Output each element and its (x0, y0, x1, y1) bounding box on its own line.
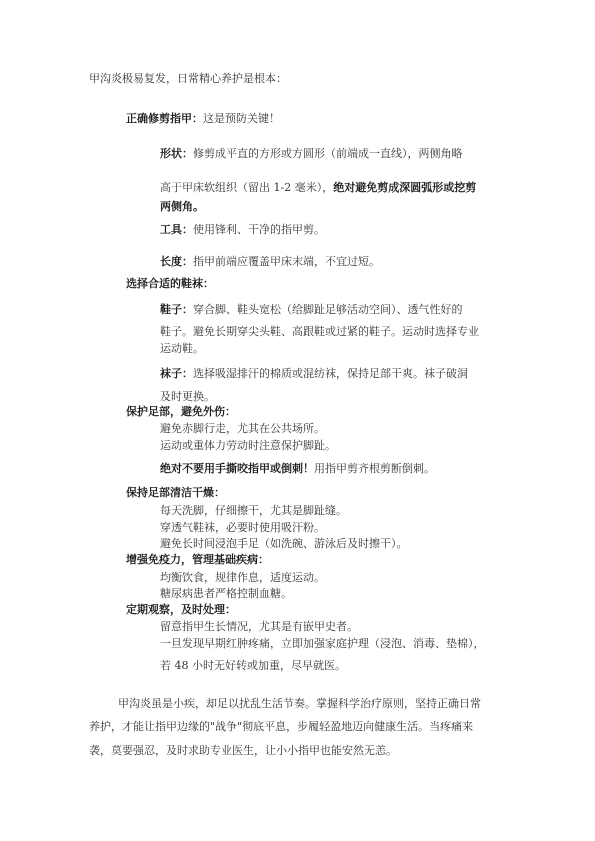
sock-label: 袜子： (160, 367, 193, 380)
tool-text: 使用锋利、干净的指甲剪。 (193, 223, 325, 236)
immune-line-1: 均衡饮食，规律作息，适度运动。 (160, 571, 325, 584)
protect-heading: 保护足部，避免外伤： (126, 405, 236, 418)
shoe-line-2: 鞋子。避免长期穿尖头鞋、高跟鞋或过紧的鞋子。运动时选择专业 (160, 325, 479, 338)
shoes-heading: 选择合适的鞋袜： (126, 277, 214, 290)
length-text: 指甲前端应覆盖甲床末端，不宜过短。 (193, 255, 380, 268)
conclusion-line-3: 袭，莫要强忍，及时求助专业医生，让小小指甲也能安然无恙。 (89, 744, 397, 757)
clean-line-3: 避免长时间浸泡手足（如洗碗、游泳后及时擦干）。 (160, 537, 408, 550)
sock-line-2: 及时更换。 (160, 390, 215, 403)
tool-label: 工具： (160, 223, 193, 236)
trim-heading-note: 这是预防关键！ (203, 112, 280, 125)
observe-line-1: 留意指甲生长情况，尤其是有嵌甲史者。 (160, 620, 358, 633)
shape-bold-2: 绝对避免剪成深圆弧形或挖剪 (333, 181, 477, 194)
shape-text-1: 修剪成平直的方形或方圆形（前端成一直线），两侧角略 (193, 147, 463, 160)
shape-label: 形状： (160, 147, 193, 160)
shape-line-2 (160, 181, 476, 195)
shape-line-1 (160, 147, 463, 161)
observe-line-2: 一旦发现早期红肿疼痛，立即加强家庭护理（浸泡、消毒、垫棉）， (160, 637, 485, 650)
immune-heading: 增强免疫力，管理基础疾病： (126, 553, 269, 566)
sock-line-1 (160, 367, 468, 381)
trim-heading: 正确修剪指甲： (126, 112, 203, 125)
trim-heading-line (126, 112, 280, 126)
shape-bold-3: 两侧角。 (160, 200, 204, 213)
protect-warning-text: 用指甲剪齐根剪断倒刺。 (314, 462, 435, 475)
shoe-label: 鞋子： (160, 303, 193, 316)
protect-line-1: 避免赤脚行走，尤其在公共场所。 (160, 422, 325, 435)
length-label: 长度： (160, 255, 193, 268)
clean-line-2: 穿透气鞋袜，必要时使用吸汗粉。 (160, 521, 325, 534)
tool-line (160, 223, 325, 237)
observe-line-3: 若 48 小时无好转或加重，尽早就医。 (160, 659, 346, 672)
shape-text-2: 高于甲床软组织（留出 1-2 毫米）， (160, 181, 334, 194)
clean-line-1: 每天洗脚，仔细擦干，尤其是脚趾缝。 (160, 504, 347, 517)
clean-heading: 保持足部清洁干燥： (126, 486, 225, 499)
shoe-text-1: 穿合脚、鞋头宽松（给脚趾足够活动空间）、透气性好的 (193, 303, 463, 316)
length-line (160, 255, 380, 269)
protect-warning-bold: 绝对不要用手撕咬指甲或倒刺！ (160, 462, 314, 475)
sock-text-1: 选择吸湿排汗的棉质或混纺袜，保持足部干爽。袜子破洞 (193, 367, 468, 380)
protect-line-2: 运动或重体力劳动时注意保护脚趾。 (160, 439, 336, 452)
shoe-line-3: 运动鞋。 (160, 342, 204, 355)
conclusion-line-1: 甲沟炎虽是小疾，却足以扰乱生活节奏。掌握科学治疗原则，坚持正确日常 (118, 697, 481, 710)
intro-paragraph: 甲沟炎极易复发，日常精心养护是根本： (89, 72, 287, 85)
immune-line-2: 糖尿病患者严格控制血糖。 (160, 587, 292, 600)
shoe-line-1 (160, 303, 463, 317)
observe-heading: 定期观察，及时处理： (126, 603, 236, 616)
conclusion-line-2: 养护，才能让指甲边缘的"战争"彻底平息，步履轻盈地迈向健康生活。当疼痛来 (89, 720, 474, 733)
protect-warning-line (160, 462, 435, 476)
